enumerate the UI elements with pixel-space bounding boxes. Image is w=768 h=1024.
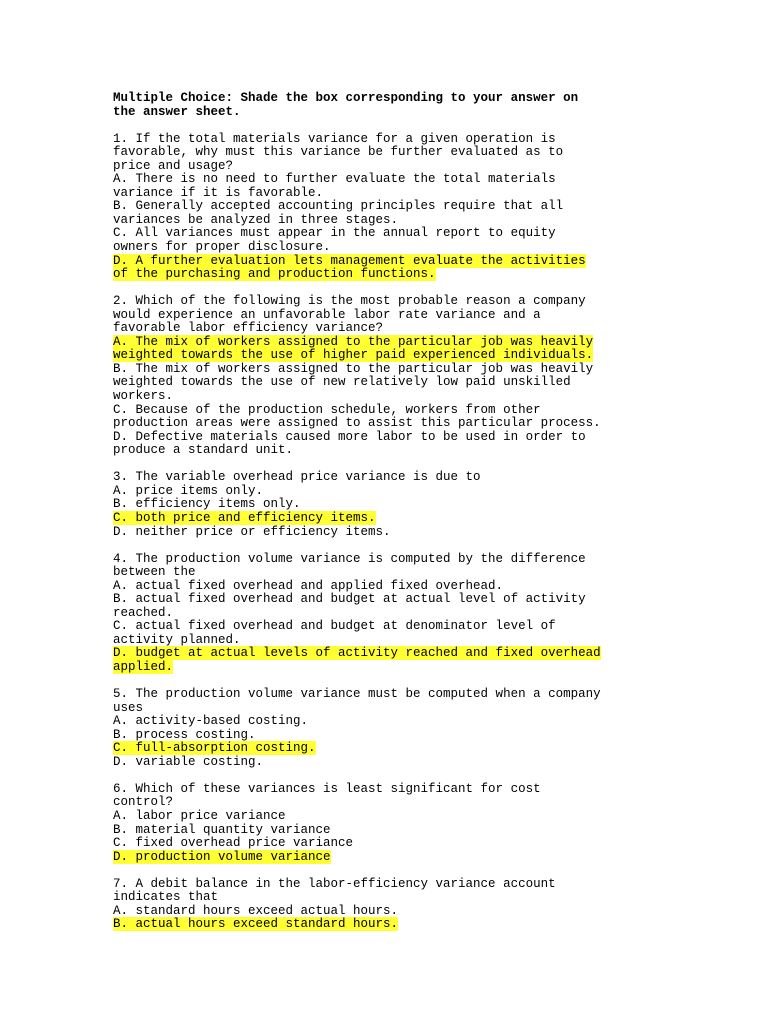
answer-option-text: C. both price and efficiency items. [113,510,376,525]
question-stem: 7. A debit balance in the labor-efficiency variance account indicates that [113,876,556,905]
answer-option [113,715,673,729]
answer-option-highlighted [113,336,673,363]
question-stem: 2. Which of the following is the most probable reason a company would experience an unfavorable labor rate variance and a favorable labor efficiency variance? [113,294,586,336]
answer-option-text: D. neither price or efficiency items. [113,524,391,539]
answer-option-text: A. activity-based costing. [113,714,309,729]
answer-option-text: C. full-absorption costing. [113,741,316,756]
answer-option-text: D. A further evaluation lets management evaluate the activities of the purchasing and production functions. [113,253,586,282]
question-2 [113,295,673,458]
question-stem: 1. If the total materials variance for a given operation is favorable, why must this variance be further evaluated as to price and usage? [113,131,564,173]
answer-option [113,526,673,540]
answer-option [113,200,673,227]
answer-option [113,485,673,499]
answer-option-text: C. fixed overhead price variance [113,836,354,851]
answer-option-text: A. The mix of workers assigned to the particular job was heavily weighted towards the use of higher paid experienced individuals. [113,334,594,363]
answer-option-text: A. standard hours exceed actual hours. [113,903,399,918]
answer-option [113,837,673,851]
answer-option-text: C. Because of the production schedule, workers from other production areas were assigned to assist this particular process. [113,402,601,431]
question-1 [113,133,673,282]
answer-option [113,498,673,512]
answer-option-text: A. labor price variance [113,808,286,823]
question-stem: 6. Which of these variances is least significant for cost control? [113,781,541,810]
instructions-heading: Multiple Choice: Shade the box corresponding to your answer on the answer sheet. [113,91,579,119]
question-stem: 5. The production volume variance must be computed when a company uses [113,687,601,715]
answer-option-text: D. variable costing. [113,754,264,769]
question-stem: 3. The variable overhead price variance is due to [113,470,481,485]
answer-option-highlighted [113,742,673,756]
answer-option [113,173,673,200]
answer-option [113,905,673,919]
answer-option-text: C. All variances must appear in the annual report to equity owners for proper disclosure. [113,226,556,255]
answer-option-text: B. The mix of workers assigned to the particular job was heavily weighted towards the use of new relatively low paid unskilled workers. [113,361,594,404]
answer-option [113,729,673,743]
question-list [113,133,673,932]
answer-option [113,593,673,620]
question-5 [113,688,673,769]
answer-option-text: B. actual hours exceed standard hours. [113,917,399,932]
answer-option [113,404,673,431]
question-6 [113,783,673,864]
answer-option-text: C. actual fixed overhead and budget at denominator level of activity planned. [113,619,556,647]
answer-option-highlighted [113,512,673,526]
answer-option-text: A. actual fixed overhead and applied fixed overhead. [113,578,504,593]
answer-option-text: B. actual fixed overhead and budget at actual level of activity reached. [113,592,586,620]
question-3 [113,471,673,539]
answer-option [113,363,673,404]
answer-option-text: B. efficiency items only. [113,497,301,512]
answer-option [113,227,673,254]
answer-option-text: D. budget at actual levels of activity reached and fixed overhead applied. [113,646,601,674]
answer-option-text: B. process costing. [113,727,256,742]
document-content [113,92,673,945]
answer-option [113,580,673,594]
question-4 [113,553,673,675]
answer-option-text: A. price items only. [113,483,264,498]
answer-option-highlighted [113,647,673,674]
answer-option-text: B. material quantity variance [113,822,331,837]
question-stem: 4. The production volume variance is computed by the difference between the [113,551,586,580]
answer-option [113,824,673,838]
answer-option-highlighted [113,255,673,282]
question-7 [113,878,673,932]
answer-option [113,431,673,458]
answer-option-highlighted [113,918,673,932]
answer-option [113,810,673,824]
answer-option-text: D. production volume variance [113,849,331,864]
answer-option-text: A. There is no need to further evaluate the total materials variance if it is favorable. [113,172,556,200]
answer-option [113,756,673,770]
answer-option-text: D. Defective materials caused more labor to be used in order to produce a standard unit. [113,429,586,458]
answer-option [113,620,673,647]
answer-option-highlighted [113,851,673,865]
answer-option-text: B. Generally accepted accounting principles require that all variances be analyzed in three stages. [113,199,564,227]
